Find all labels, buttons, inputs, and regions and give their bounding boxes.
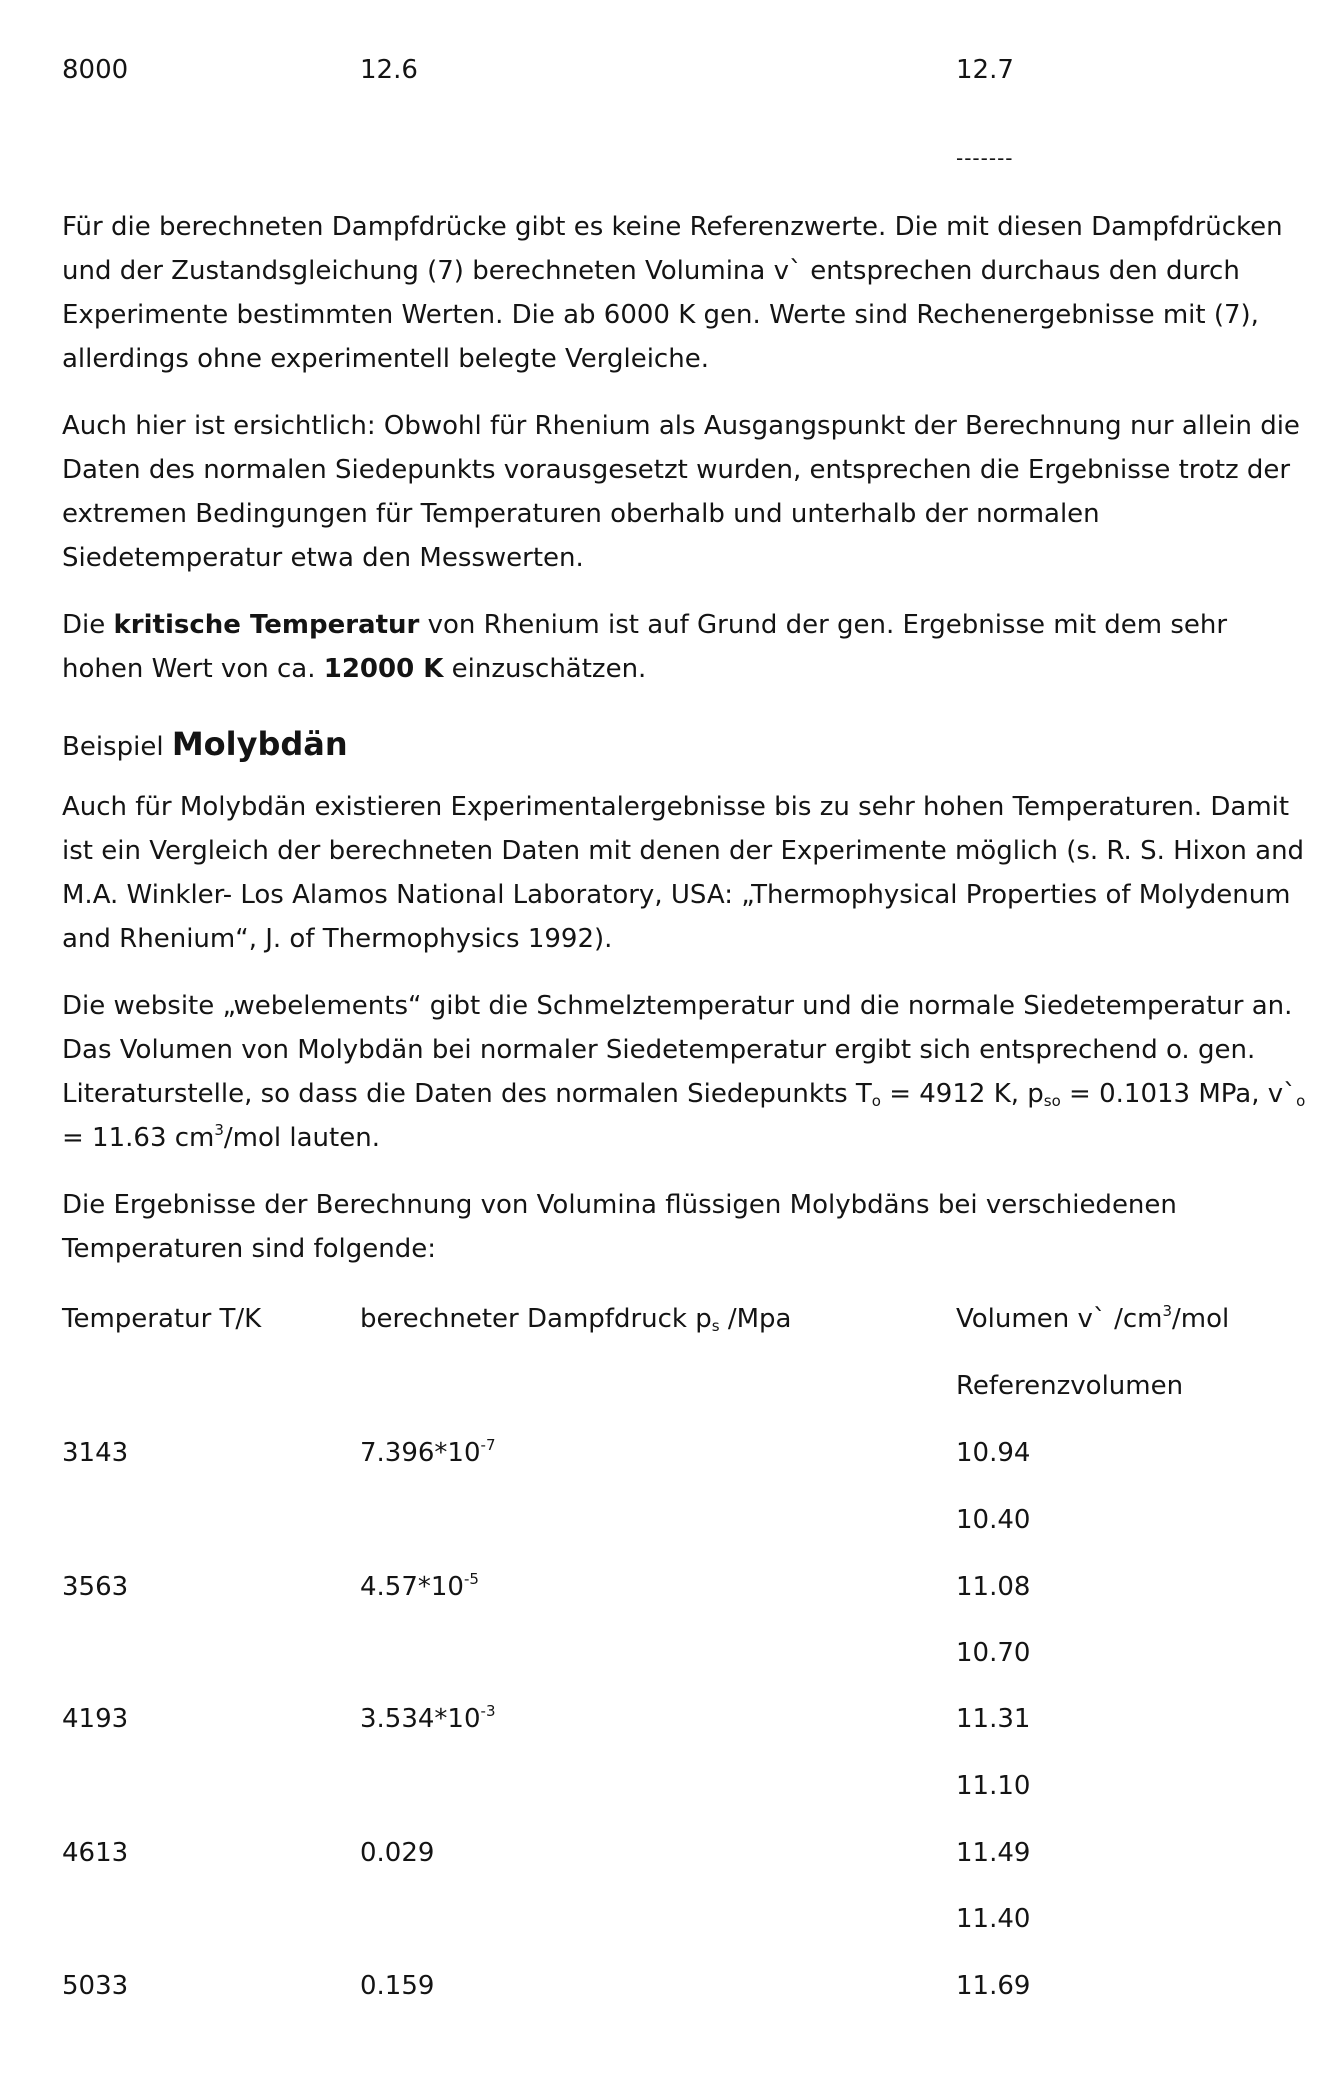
table-row: 5033 0.159 11.69	[62, 1971, 1031, 2001]
table-row	[62, 48, 1312, 92]
paragraph-critical-temperature: Die kritische Temperatur von Rhenium ist auf Grund der gen. Ergebnisse mit dem sehr hohen Wert von ca. 12000 K einzuschätzen.	[62, 610, 1228, 684]
paragraph-results-intro: Die Ergebnisse der Berechnung von Volumina flüssigen Molybdäns bei verschiedenen Temperaturen sind folgende:	[62, 1190, 1177, 1264]
table-row: 4613 0.029 11.49	[62, 1838, 1031, 1868]
paragraph-reference-note: Für die berechneten Dampfdrücke gibt es keine Referenzwerte. Die mit diesen Dampfdrücken und der Zustandsgleichung (7) berechneten Volumina v` entsprechen durchaus den durch Experimente bestimmten Werten. Die ab 6000 K gen. Werte sind Rechenergebnisse mit (7), allerdings ohne experimentell belegte Vergleiche.	[62, 212, 1283, 374]
table-row: 3143 $7.396*10^{-7}$ 10.94	[62, 1436, 1031, 1468]
section-title: Molybdän	[171, 725, 348, 763]
paragraph-experiments: Auch für Molybdän existieren Experimentalergebnisse bis zu sehr hohen Temperaturen. Damit ist ein Vergleich der berechneten Daten mit denen der Experimente möglich (s. R. S. Hixon and M.A. Winkler- Los Alamos National Laboratory, USA: „Thermophysical Properties of Molydenum and Rhenium“, J. of Thermophysics 1992).	[62, 792, 1305, 954]
dashed-separator: -------	[956, 146, 1014, 170]
header-reference-volume: Referenzvolumen	[956, 1371, 1184, 1401]
table-header-row	[62, 1297, 1312, 1341]
header-temperature: Temperatur T/K	[62, 1304, 262, 1334]
table-row: 10.70	[956, 1638, 1031, 1668]
bold-critical-temperature: kritische Temperatur	[113, 610, 420, 640]
section-heading: Beispiel Molybdän	[62, 725, 348, 763]
table-row: 11.40	[956, 1904, 1031, 1934]
table-row: 10.40	[956, 1505, 1031, 1535]
header-pressure: berechneter Dampfdruck $p_s$ /Mpa	[360, 1304, 792, 1335]
volume-cell: 12.7	[956, 55, 1014, 85]
bold-12000k: 12000 K	[323, 654, 444, 684]
table-row: 11.10	[956, 1771, 1031, 1801]
table-subheader-row	[62, 1364, 1312, 1408]
table-row: 4193 $3.534*10^{-3}$ 11.31	[62, 1702, 1031, 1734]
pressure-cell: 12.6	[360, 55, 418, 85]
paragraph-rhenium-summary: Auch hier ist ersichtlich: Obwohl für Rhenium als Ausgangspunkt der Berechnung nur allein die Daten des normalen Siedepunkts vorausgesetzt wurden, entsprechen die Ergebnisse trotz der extremen Bedingungen für Temperaturen oberhalb und unterhalb der normalen Siedetemperatur etwa den Messwerten.	[62, 411, 1300, 573]
paragraph-boiling-point: Die website „webelements“ gibt die Schmelztemperatur und die normale Siedetemperatur an. Das Volumen von Molybdän bei normaler Siedetemperatur ergibt sich entsprechend o. gen. Literaturstelle, so dass die Daten des normalen Siedepunkts $T_o = 4912$ K, $p_{so} = 0.1013$ MPa, $v`_o = 11.63$ $cm^3$/mol lauten.	[62, 991, 1306, 1153]
temperature-cell: 8000	[62, 55, 129, 85]
header-volume: Volumen v` $/cm^3$/mol	[956, 1302, 1230, 1334]
table-row: 3563 $4.57*10^{-5}$ 11.08	[62, 1570, 1031, 1602]
